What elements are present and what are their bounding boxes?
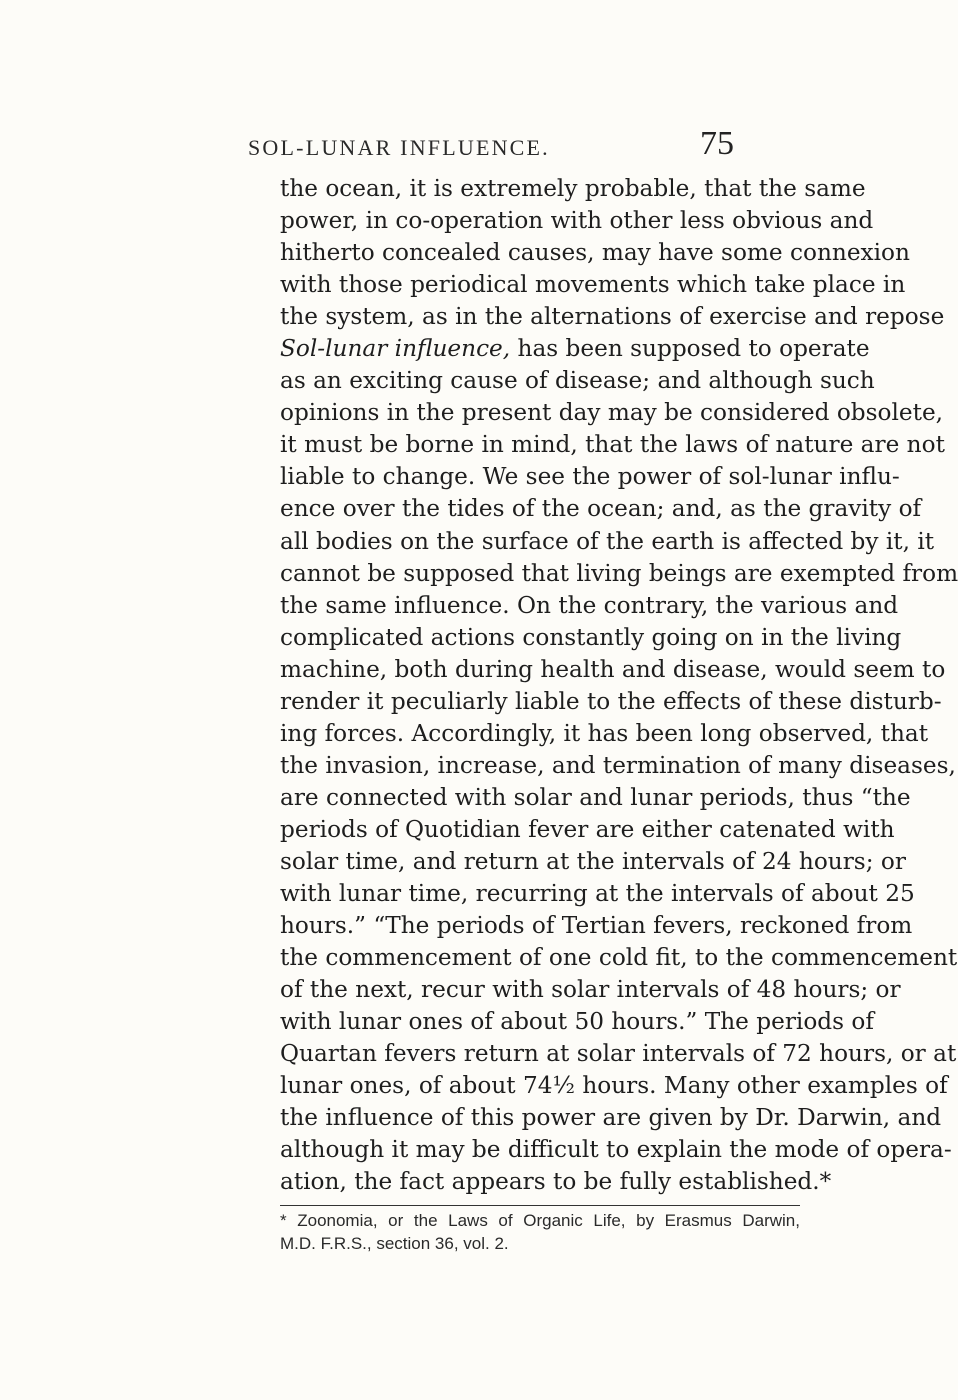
text-line-rest: has been supposed to operate bbox=[510, 335, 870, 363]
text-line: Quartan fevers return at solar intervals of 72 hours, or at bbox=[280, 1040, 957, 1068]
text-line: power, in co-operation with other less obvious and bbox=[280, 207, 874, 235]
running-head bbox=[0, 125, 801, 165]
text-line: although it may be difficult to explain the mode of opera- bbox=[280, 1136, 952, 1164]
page-number: 75 bbox=[700, 125, 734, 162]
text-line: solar time, and return at the intervals of 24 hours; or bbox=[280, 847, 906, 875]
running-title: SOL-LUNAR INFLUENCE. bbox=[248, 135, 550, 160]
text-line: complicated actions constantly going on in the living bbox=[280, 623, 902, 651]
text-line: cannot be supposed that living beings are exempted from bbox=[280, 559, 958, 587]
text-line: all bodies on the surface of the earth is affected by it, it bbox=[280, 527, 935, 555]
text-line-italic-lead bbox=[280, 333, 870, 365]
text-line: of the next, recur with solar intervals of 48 hours; or bbox=[280, 976, 901, 1004]
text-line: the invasion, increase, and termination of many diseases, bbox=[280, 751, 956, 779]
footnote-rule bbox=[280, 1205, 800, 1206]
footnote bbox=[280, 1209, 800, 1255]
text-line: the same influence. On the contrary, the various and bbox=[280, 591, 899, 619]
text-line: lunar ones, of about 74½ hours. Many other examples of bbox=[280, 1072, 948, 1100]
text-line: are connected with solar and lunar periods, thus “the bbox=[280, 783, 911, 811]
text-line: render it peculiarly liable to the effects of these disturb- bbox=[280, 687, 942, 715]
body-text bbox=[280, 173, 958, 1199]
text-line: it must be borne in mind, that the laws of nature are not bbox=[280, 431, 945, 459]
text-line: with lunar ones of about 50 hours.” The periods of bbox=[280, 1008, 874, 1036]
text-line: the ocean, it is extremely probable, that the same bbox=[280, 175, 866, 202]
text-line: as an exciting cause of disease; and although such bbox=[280, 367, 875, 395]
text-line: hours.” “The periods of Tertian fevers, reckoned from bbox=[280, 912, 913, 940]
text-line: with those periodical movements which take place in bbox=[280, 271, 906, 299]
italic-phrase: Sol-lunar influence, bbox=[280, 335, 511, 363]
text-line: liable to change. We see the power of sol-lunar influ- bbox=[280, 463, 900, 491]
text-line: the influence of this power are given by Dr. Darwin, and bbox=[280, 1104, 942, 1132]
text-line: ing forces. Accordingly, it has been long observed, that bbox=[280, 719, 929, 747]
text-line: hitherto concealed causes, may have some connexion bbox=[280, 239, 910, 267]
text-line: the commencement of one cold fit, to the commencement bbox=[280, 944, 958, 972]
text-line: periods of Quotidian fever are either catenated with bbox=[280, 815, 895, 843]
text-line: with lunar time, recurring at the intervals of about 25 bbox=[280, 880, 915, 908]
text-line: opinions in the present day may be considered obsolete, bbox=[280, 399, 944, 427]
footnote-line: M.D. F.R.S., section 36, vol. 2. bbox=[280, 1233, 509, 1253]
text-line-last: ation, the fact appears to be fully established.* bbox=[280, 1168, 832, 1196]
footnote-line: * Zoonomia, or the Laws of Organic Life, by Erasmus Darwin, bbox=[280, 1210, 800, 1230]
text-line: machine, both during health and disease, would seem to bbox=[280, 655, 946, 683]
text-line: the system, as in the alternations of exercise and repose bbox=[280, 303, 945, 331]
text-line: ence over the tides of the ocean; and, as the gravity of bbox=[280, 495, 922, 523]
